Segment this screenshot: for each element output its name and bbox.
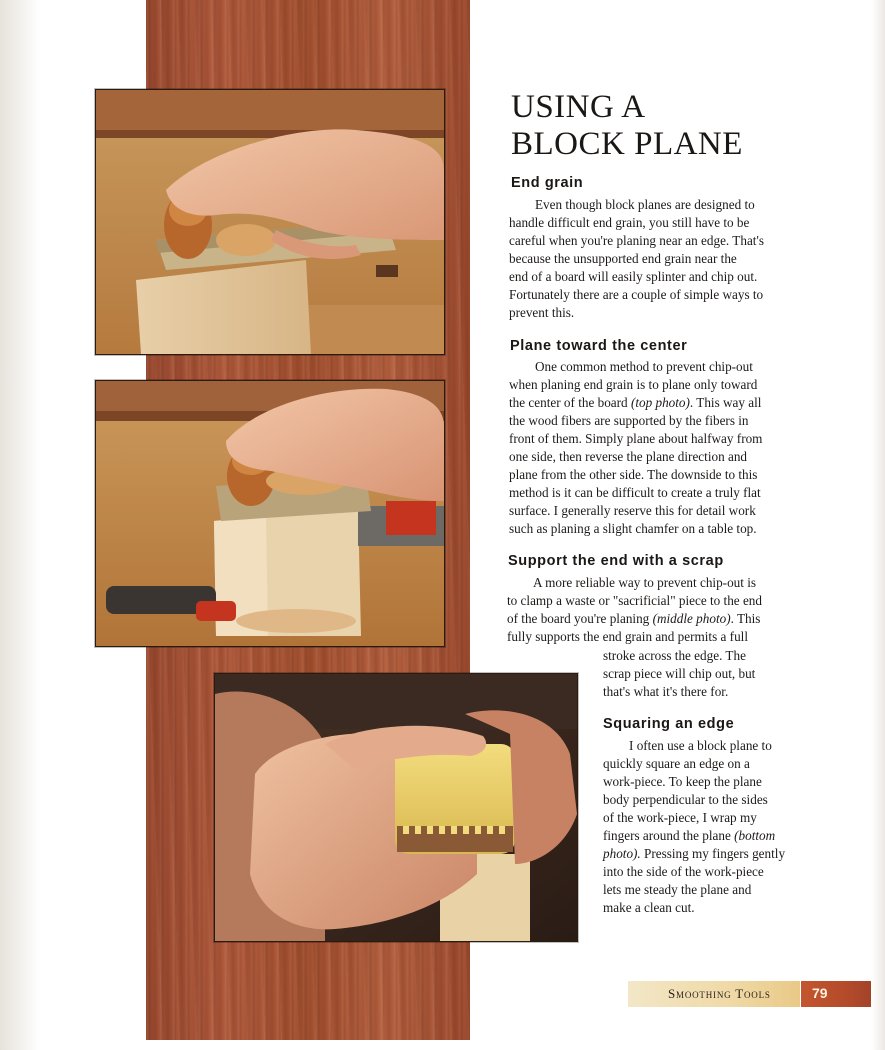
page-edge bbox=[871, 0, 885, 1050]
text-line: One common method to prevent chip-out bbox=[535, 359, 753, 374]
text-line: work-piece. To keep the plane bbox=[603, 774, 762, 789]
article-title bbox=[511, 89, 811, 163]
text-line: handle difficult end grain, you still have to be bbox=[509, 215, 750, 230]
paragraph-support-end-scrap bbox=[507, 574, 807, 646]
paragraph-support-end-scrap-continued bbox=[603, 647, 813, 701]
text-line: make a clean cut. bbox=[603, 900, 695, 915]
page-number: 79 bbox=[812, 985, 828, 1001]
text-line: careful when you're planing near an edge. That's bbox=[509, 233, 764, 248]
paragraph-squaring-edge bbox=[603, 737, 818, 917]
text-line: photo). Pressing my fingers gently bbox=[603, 846, 786, 861]
photo-bottom-squaring-edge bbox=[214, 673, 578, 942]
text-line: stroke across the edge. The bbox=[603, 648, 746, 663]
text-line: the center of the board (top photo). This way all bbox=[509, 395, 762, 410]
text-line: Even though block planes are designed to bbox=[535, 197, 755, 212]
text-line: fingers around the plane (bottom bbox=[603, 828, 776, 843]
section-heading-squaring-edge: Squaring an edge bbox=[603, 716, 735, 732]
photo-top-block-plane-on-end-grain bbox=[95, 89, 445, 355]
text-line: I often use a block plane to bbox=[629, 738, 772, 753]
title-line-2: BLOCK PLANE bbox=[511, 126, 743, 162]
text-line: end of a board will easily splinter and chip out. bbox=[509, 269, 758, 284]
text-line: when planing end grain is to plane only toward bbox=[509, 377, 758, 392]
text-line: fully supports the end grain and permits a full bbox=[507, 629, 748, 644]
text-line: front of them. Simply plane about halfway from bbox=[509, 431, 763, 446]
photo-middle-clamped-scrap-piece bbox=[95, 380, 445, 647]
text-line: because the unsupported end grain near the bbox=[509, 251, 737, 266]
text-line: into the side of the work-piece bbox=[603, 864, 764, 879]
text-line: Fortunately there are a couple of simple ways to bbox=[509, 287, 764, 302]
footer-section-label: Smoothing Tools bbox=[668, 986, 771, 1001]
text-line: the wood fibers are supported by the fibers in bbox=[509, 413, 749, 428]
text-line: that's what it's there for. bbox=[603, 684, 729, 699]
text-line: such as planing a slight chamfer on a table top. bbox=[509, 521, 757, 536]
text-line: quickly square an edge on a bbox=[603, 756, 750, 771]
text-line: method is it can be difficult to create a truly flat bbox=[509, 485, 761, 500]
text-line: lets me steady the plane and bbox=[603, 882, 752, 897]
section-heading-support-end-scrap: Support the end with a scrap bbox=[508, 553, 724, 569]
text-line: prevent this. bbox=[509, 305, 575, 320]
paragraph-plane-toward-center bbox=[509, 358, 809, 538]
paragraph-end-grain bbox=[509, 196, 809, 322]
text-line: of the board you're planing (middle photo). This bbox=[507, 611, 761, 626]
title-line-1: USING A bbox=[511, 89, 646, 125]
page-gutter-shadow bbox=[0, 0, 40, 1050]
text-line: plane from the other side. The downside to this bbox=[509, 467, 758, 482]
text-line: to clamp a waste or "sacrificial" piece to the end bbox=[507, 593, 762, 608]
text-line: A more reliable way to prevent chip-out is bbox=[533, 575, 757, 590]
text-line: body perpendicular to the sides bbox=[603, 792, 768, 807]
section-heading-plane-toward-center: Plane toward the center bbox=[510, 338, 688, 354]
text-line: one side, then reverse the plane direction and bbox=[509, 449, 748, 464]
text-line: scrap piece will chip out, but bbox=[603, 666, 756, 681]
text-line: of the work-piece, I wrap my bbox=[603, 810, 757, 825]
text-line: surface. I generally reserve this for detail work bbox=[509, 503, 756, 518]
section-heading-end-grain: End grain bbox=[511, 175, 584, 191]
